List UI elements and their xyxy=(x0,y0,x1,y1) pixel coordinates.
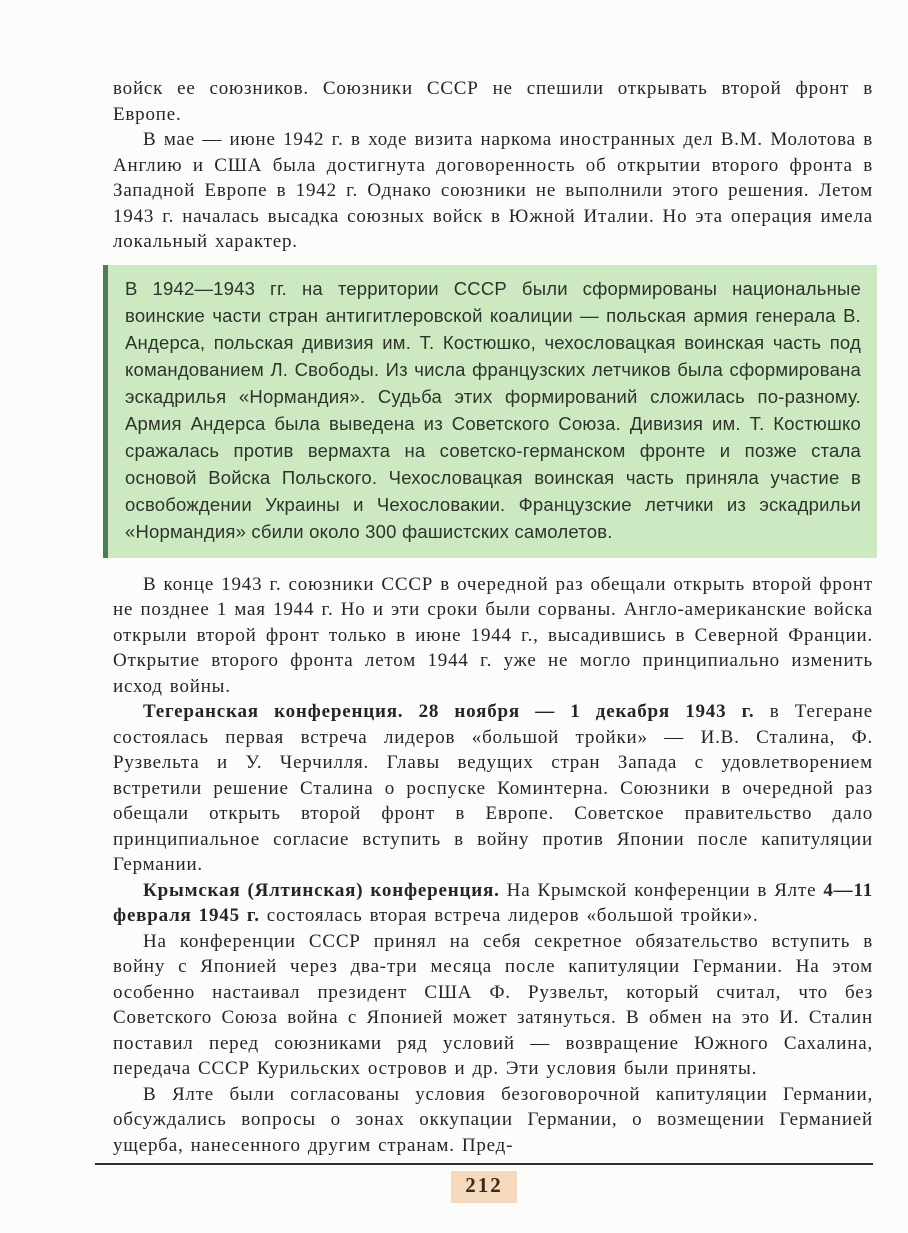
body-paragraph-tehran-conference xyxy=(113,699,873,878)
crimea-conference-heading: Крымская (Ялтинская) конференция. xyxy=(143,879,500,901)
crimea-conference-dates: 4—11 февраля 1945 г. xyxy=(113,879,874,926)
page-text-block xyxy=(113,76,873,1158)
highlight-box-national-units: В 1942—1943 гг. на территории СССР были сформированы национальные воинские части стран антигитлеровской коалиции — польская армия генерала В. Андерса, польская дивизия им. Т. Костюшко, чехословацкая воинская часть под командованием Л. Свободы. Из числа французских летчиков была сформирована эскадрилья «Нормандия». Судьба этих формирований сложилась по-разному. Армия Андерса была выведена из Советского Союза. Дивизия им. Т. Костюшко сражалась против вермахта на советско-германском фронте и позже стала основой Войска Польского. Чехословацкая воинская часть приняла участие в освобождении Украины и Чехословакии. Французские летчики из эскадрильи «Нормандия» сбили около 300 фашистских самолетов. xyxy=(103,265,877,558)
tehran-conference-heading: Тегеранская конференция. 28 ноября — 1 декабря 1943 г. xyxy=(143,701,755,722)
page-number-row xyxy=(95,1171,873,1203)
body-paragraph-crimea-conference xyxy=(113,878,873,929)
body-paragraph-japan-obligation: На конференции СССР принял на себя секретное обязательство вступить в войну с Японией через два-три месяца после капитуляции Германии. На этом особенно настаивал президент США Ф. Рузвельт, который считал, что без Советского Союза война с Японией может затянуться. В обмен на это И. Сталин поставил перед союзниками ряд условий — возвращение Южного Сахалина, передача СССР Курильских островов и др. Эти условия были приняты. xyxy=(113,930,873,1079)
crimea-conference-text-1: На Крымской конференции в Ялте xyxy=(499,879,824,901)
body-paragraph-second-front-1944: В конце 1943 г. союзники СССР в очередной раз обещали открыть второй фронт не позднее 1 мая 1944 г. Но и эти сроки были сорваны. Англо-американские войска открыли второй фронт только в июне 1944 г., высадившись в Северной Франции. Открытие второго фронта летом 1944 г. уже не могло принципиально изменить исход войны. xyxy=(113,573,873,697)
tehran-conference-text: в Тегеране состоялась первая встреча лидеров «большой тройки» — И.В. Сталина, Ф. Рузвельта и У. Черчилля. Главы ведущих стран Запада с удовлетворением встретили решение Сталина о роспуске Коминтерна. Союзники в очередной раз обещали открыть второй фронт в Европе. Советское правительство дало принципиальное согласие вступить в войну против Японии после капитуляции Германии. xyxy=(113,701,873,875)
page-footer xyxy=(95,1163,873,1203)
crimea-conference-text-2: состоялась вторая встреча лидеров «большой тройки». xyxy=(259,905,759,926)
body-paragraph-continuation: войск ее союзников. Союзники СССР не спешили открывать второй фронт в Европе. xyxy=(113,78,873,125)
page-number: 212 xyxy=(451,1171,517,1203)
body-paragraph-second-front-1942: В мае — июне 1942 г. в ходе визита наркома иностранных дел В.М. Молотова в Англию и США была достигнута договоренность об открытии второго фронта в Западной Европе в 1942 г. Однако союзники не выполнили этого решения. Летом 1943 г. началась высадка союзных войск в Южной Италии. Но эта операция имела локальный характер. xyxy=(113,129,873,252)
footer-rule xyxy=(95,1163,873,1165)
body-paragraph-yalta-terms: В Ялте были согласованы условия безоговорочной капитуляции Германии, обсуждались вопросы о зонах оккупации Германии, о возмещении Германией ущерба, нанесенного другим странам. Пред- xyxy=(113,1083,873,1156)
